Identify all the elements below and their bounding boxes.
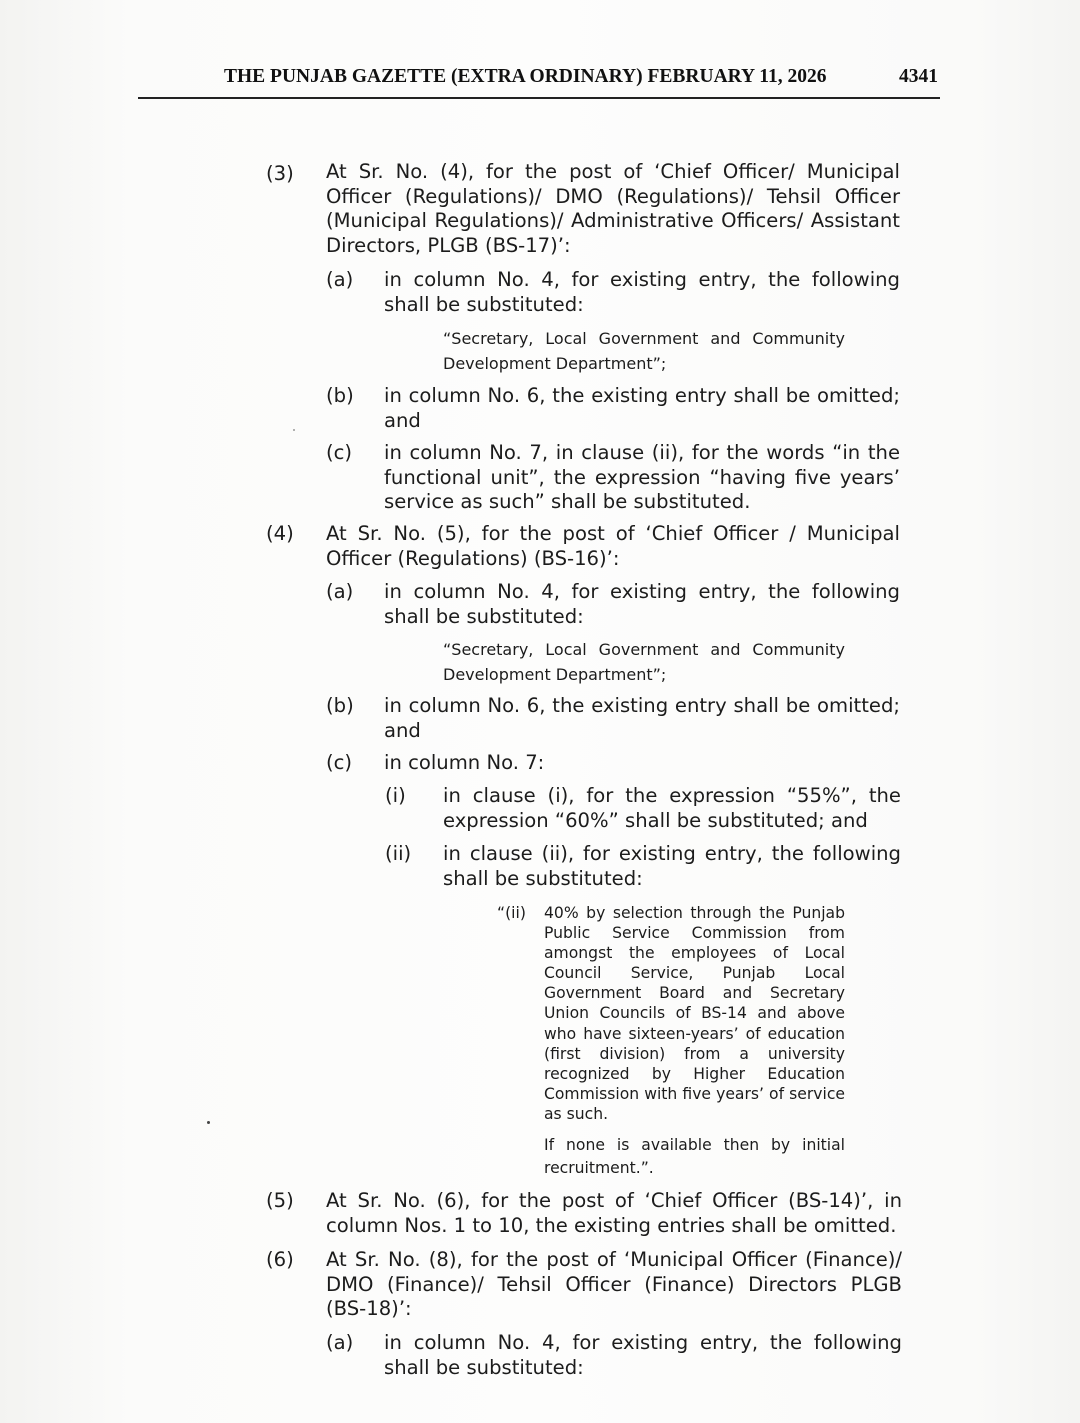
clause-i-text: in clause (i), for the expression “55%”, the expression “60%” shall be substituted; and [443,784,901,832]
item-4-sub-b-text: in column No. 6, the existing entry shall be omitted; and [384,694,900,742]
item-6-number: (6) [266,1248,294,1271]
item-4-sub-c-text: in column No. 7: [384,751,545,774]
item-3-sub-b-text: in column No. 6, the existing entry shall be omitted; and [384,384,900,432]
item-3-sub-a-text: in column No. 4, for existing entry, the following shall be substituted: [384,268,900,316]
item-3-sub-a-label: (a) [326,268,354,291]
item-3-sub-a-quote: “Secretary, Local Government and Community Development Department”; [443,329,845,373]
scan-speck [207,1121,210,1124]
clause-i-label: (i) [385,784,406,807]
item-4-text: At Sr. No. (5), for the post of ‘Chief Officer / Municipal Officer (Regulations) (BS-16)’: [326,522,900,570]
item-5-text: At Sr. No. (6), for the post of ‘Chief Officer (BS-14)’, in column Nos. 1 to 10, the existing entries shall be omitted. [326,1189,902,1237]
item-4-sub-b-label: (b) [326,694,354,717]
item-4-sub-a-text: in column No. 4, for existing entry, the following shall be substituted: [384,580,900,628]
gazette-header [138,62,940,102]
item-6-sub-a-label: (a) [326,1331,354,1354]
item-3-number: (3) [266,162,294,185]
item-6-sub-a-text: in column No. 4, for existing entry, the following shall be substituted: [384,1331,902,1379]
substituted-clause-label: “(ii) [497,904,526,922]
item-3-sub-b-label: (b) [326,384,354,407]
clause-ii-label: (ii) [385,842,412,865]
substituted-clause-text: 40% by selection through the Punjab Public Service Commission from amongst the employees of Local Council Service, Punjab Local Government Board and Secretary Union Councils of BS-14 and above who have sixteen-years’ of education (first division) from a university recognized by Higher Education Commission with five years’ of service as such. [544,904,845,1123]
header-rule [138,97,940,99]
substituted-clause-tail: If none is available then by initial recruitment.”. [544,1136,845,1177]
item-4-number: (4) [266,522,294,545]
item-6-text: At Sr. No. (8), for the post of ‘Municipal Officer (Finance)/ DMO (Finance)/ Tehsil Officer (Finance) Directors PLGB (BS-18)’: [326,1248,902,1320]
item-4-sub-a-label: (a) [326,580,354,603]
item-3-text: At Sr. No. (4), for the post of ‘Chief Officer/ Municipal Officer (Regulations)/ DMO (Regulations)/ Tehsil Officer (Municipal Regulations)/ Administrative Officers/ Assistant Directors, PLGB (BS-17)’: [326,160,900,257]
item-3-sub-c-label: (c) [326,441,353,464]
item-5-number: (5) [266,1189,294,1212]
gazette-title: THE PUNJAB GAZETTE (EXTRA ORDINARY) FEBRUARY 11, 2026 [224,66,827,87]
clause-ii-text: in clause (ii), for existing entry, the following shall be substituted: [443,842,901,890]
scan-speck [293,429,295,431]
item-4-sub-c-label: (c) [326,751,353,774]
page-number: 4341 [899,66,938,87]
item-4-sub-a-quote: “Secretary, Local Government and Community Development Department”; [443,640,845,684]
item-3-sub-c-text: in column No. 7, in clause (ii), for the words “in the functional unit”, the expression “having five years’ service as such” shall be substituted. [384,441,900,513]
